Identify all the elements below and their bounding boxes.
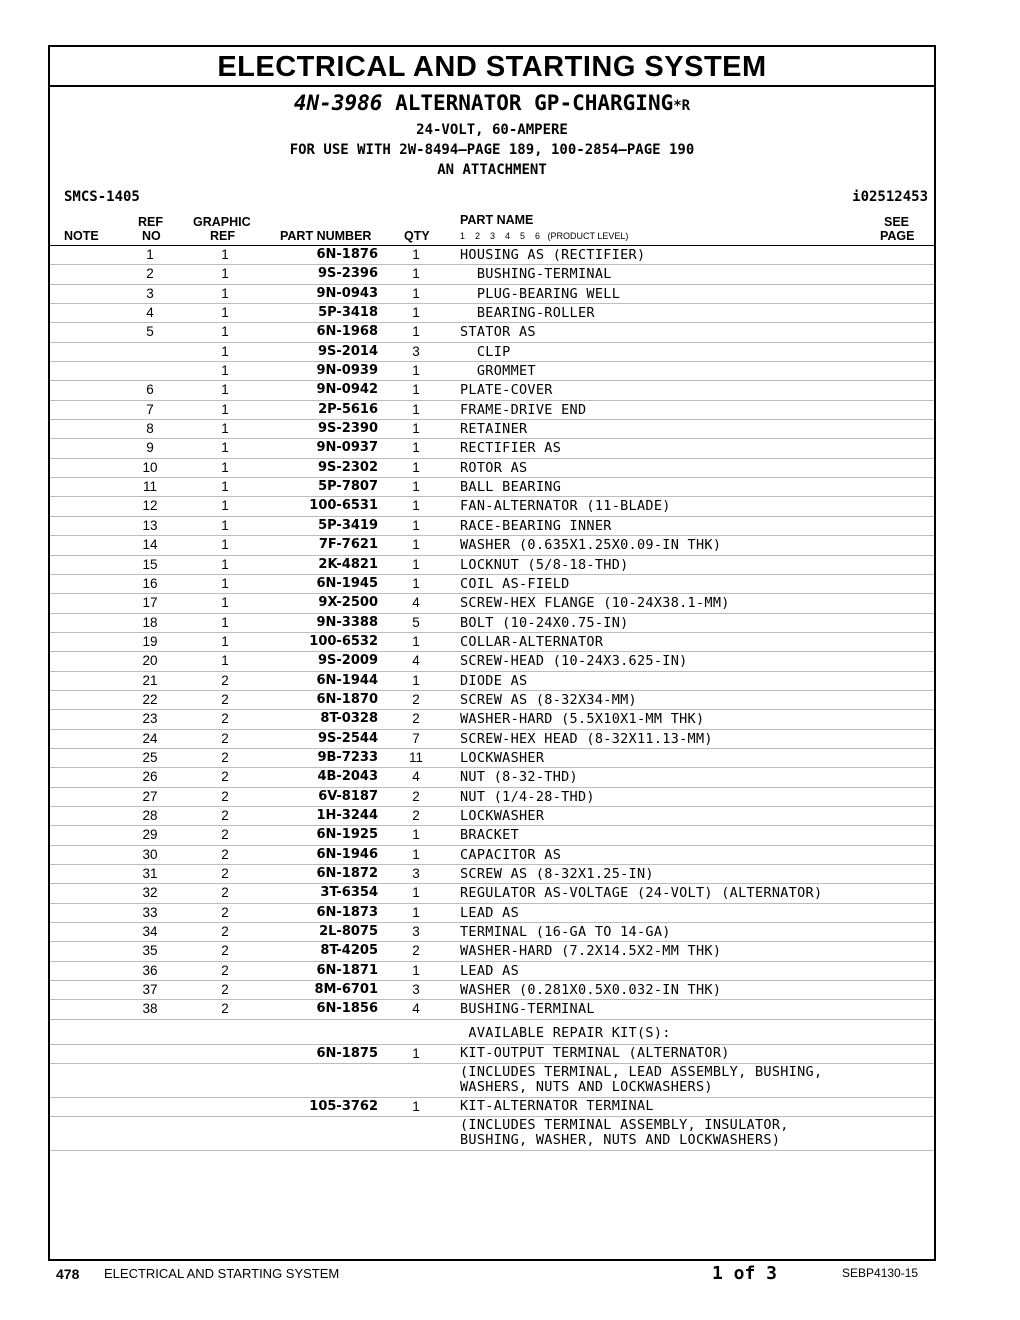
- graphic-ref: 1: [221, 440, 229, 456]
- ref-no: 9: [146, 440, 154, 456]
- quantity: 1: [412, 904, 420, 920]
- quantity: 4: [412, 769, 420, 785]
- ref-no: 11: [142, 479, 157, 495]
- kit-row: [50, 1064, 934, 1098]
- graphic-ref: 2: [221, 711, 229, 727]
- part-name: WASHER-HARD (5.5X10X1-MM THK): [460, 711, 705, 728]
- quantity: 4: [412, 1001, 420, 1017]
- group-name: ALTERNATOR GP-CHARGING: [395, 91, 674, 115]
- table-row: [50, 536, 934, 555]
- kit-row: [50, 1098, 934, 1117]
- part-name: BALL BEARING: [460, 479, 562, 496]
- part-name: BOLT (10-24X0.75-IN): [460, 614, 629, 631]
- part-number: 2K-4821: [318, 556, 378, 572]
- part-number: 6N-1872: [316, 866, 378, 881]
- illustration-id: i02512453: [852, 189, 928, 205]
- graphic-ref: 2: [221, 1001, 229, 1017]
- part-number: 6N-1944: [316, 672, 378, 688]
- ref-no: 2: [146, 266, 154, 282]
- quantity: 2: [412, 711, 420, 727]
- graphic-ref: 2: [221, 982, 229, 998]
- ref-no: 35: [142, 943, 158, 959]
- col-part-number: PART NUMBER: [280, 229, 372, 243]
- quantity: 4: [412, 595, 420, 611]
- quantity: 3: [412, 982, 420, 998]
- part-name: RETAINER: [460, 421, 528, 438]
- part-name: RACE-BEARING INNER: [460, 517, 612, 534]
- part-name: BUSHING-TERMINAL: [460, 266, 612, 283]
- part-name: CLIP: [460, 343, 511, 360]
- part-name: SCREW-HEX FLANGE (10-24X38.1-MM): [460, 595, 730, 612]
- part-number: 9S-2009: [318, 653, 378, 669]
- table-row: [50, 904, 934, 923]
- part-name: CAPACITOR AS: [460, 846, 562, 863]
- graphic-ref: 1: [221, 343, 229, 359]
- col-part-name: PART NAME: [460, 213, 534, 227]
- quantity: 1: [412, 305, 420, 321]
- table-row: [50, 633, 934, 652]
- quantity: 2: [412, 691, 420, 707]
- graphic-ref: 1: [221, 459, 229, 475]
- table-row: [50, 517, 934, 536]
- kit-row: [50, 1025, 934, 1045]
- part-number: 9S-2390: [318, 421, 378, 437]
- graphic-ref: 1: [221, 614, 229, 630]
- kit-heading: AVAILABLE REPAIR KIT(S):: [460, 1024, 671, 1041]
- ref-no: 23: [142, 711, 158, 727]
- col-graphic-bottom: REF: [210, 229, 235, 243]
- parts-table: [50, 246, 934, 1151]
- part-name: FAN-ALTERNATOR (11-BLADE): [460, 498, 671, 515]
- graphic-ref: 1: [221, 653, 229, 669]
- graphic-ref: 2: [221, 846, 229, 862]
- table-row: [50, 381, 934, 400]
- quantity: 1: [412, 247, 420, 262]
- graphic-ref: 2: [221, 924, 229, 940]
- quantity: 1: [412, 363, 420, 379]
- ref-no: 38: [142, 1001, 158, 1017]
- part-number: 6N-1856: [316, 1001, 378, 1017]
- part-number: 9S-2396: [318, 266, 378, 282]
- part-name: NUT (1/4-28-THD): [460, 788, 595, 805]
- table-row: [50, 962, 934, 981]
- quantity: 3: [412, 866, 420, 881]
- quantity: 5: [412, 614, 420, 630]
- table-row: [50, 1000, 934, 1019]
- part-number: 9N-0943: [316, 285, 378, 301]
- ref-no: 5: [146, 324, 154, 340]
- quantity: 1: [412, 537, 420, 553]
- part-name: LOCKNUT (5/8-18-THD): [460, 556, 629, 573]
- graphic-ref: 1: [221, 595, 229, 611]
- col-ref-bottom: NO: [142, 229, 161, 243]
- part-name: SCREW AS (8-32X1.25-IN): [460, 866, 654, 882]
- graphic-ref: 2: [221, 962, 229, 978]
- quantity: 1: [412, 421, 420, 437]
- table-row: [50, 865, 934, 884]
- kit-row: [50, 1045, 934, 1064]
- table-row: [50, 788, 934, 807]
- quantity: 7: [412, 730, 420, 746]
- part-number: 9S-2014: [318, 343, 378, 359]
- part-number: 8T-0328: [320, 711, 378, 727]
- quantity: 2: [412, 788, 420, 804]
- graphic-ref: 1: [221, 285, 229, 301]
- footer-section: ELECTRICAL AND STARTING SYSTEM: [104, 1266, 340, 1281]
- table-row: [50, 846, 934, 865]
- table-row: [50, 710, 934, 729]
- part-name: LOCKWASHER: [460, 807, 545, 824]
- graphic-ref: 1: [221, 401, 229, 417]
- ref-no: 22: [142, 691, 158, 707]
- usage-line: FOR USE WITH 2W-8494—PAGE 189, 100-2854—PAGE 190: [289, 142, 695, 158]
- kit-row: [50, 1117, 934, 1151]
- part-number: 8M-6701: [314, 982, 378, 998]
- table-row: [50, 362, 934, 381]
- part-name: STATOR AS: [460, 324, 536, 341]
- footer-doc-number: SEBP4130-15: [842, 1266, 919, 1280]
- part-name: HOUSING AS (RECTIFIER): [460, 247, 646, 263]
- part-name: LEAD AS: [460, 904, 519, 921]
- graphic-ref: 2: [221, 866, 229, 881]
- graphic-ref: 1: [221, 382, 229, 398]
- graphic-ref: 1: [221, 517, 229, 533]
- part-name: GROMMET: [460, 363, 536, 380]
- kit-note: (INCLUDES TERMINAL, LEAD ASSEMBLY, BUSHING, WASHERS, NUTS AND LOCKWASHERS): [460, 1063, 823, 1095]
- part-number: 2P-5616: [318, 401, 378, 417]
- quantity: 1: [412, 498, 420, 514]
- part-number: 3T-6354: [320, 885, 378, 901]
- part-name: LEAD AS: [460, 962, 519, 979]
- part-name: DIODE AS: [460, 672, 528, 689]
- quantity: 1: [412, 266, 420, 282]
- part-name: NUT (8-32-THD): [460, 769, 578, 786]
- table-row: [50, 265, 934, 284]
- part-name: COIL AS-FIELD: [460, 575, 570, 592]
- part-name: WASHER (0.281X0.5X0.032-IN THK): [460, 982, 722, 999]
- part-number: 9N-3388: [316, 614, 378, 630]
- smcs-code: SMCS-1405: [64, 189, 140, 205]
- table-row: [50, 459, 934, 478]
- kit-name: KIT-ALTERNATOR TERMINAL: [460, 1097, 654, 1114]
- graphic-ref: 1: [221, 363, 229, 379]
- part-number: 6N-1873: [316, 904, 378, 920]
- spec-line: 24-VOLT, 60-AMPERE: [416, 122, 568, 138]
- graphic-ref: 1: [221, 266, 229, 282]
- ref-no: 24: [142, 730, 158, 746]
- part-name: LOCKWASHER: [460, 749, 545, 766]
- ref-no: 34: [142, 924, 158, 940]
- quantity: 1: [412, 459, 420, 475]
- ref-no: 1: [146, 247, 154, 262]
- quantity: 1: [412, 672, 420, 688]
- kit-part-number: 6N-1875: [316, 1045, 378, 1061]
- ref-no: 6: [146, 382, 154, 398]
- kit-quantity: 1: [412, 1045, 420, 1061]
- quantity: 2: [412, 943, 420, 959]
- col-see-top: SEE: [884, 215, 910, 229]
- part-number: 6N-1968: [316, 324, 378, 340]
- table-row: [50, 304, 934, 323]
- part-name: TERMINAL (16-GA TO 14-GA): [460, 924, 671, 941]
- quantity: 3: [412, 924, 420, 940]
- part-number: 6N-1925: [316, 827, 378, 843]
- quantity: 1: [412, 479, 420, 495]
- ref-no: 19: [142, 633, 158, 649]
- part-number: 6N-1945: [316, 575, 378, 591]
- table-row: [50, 478, 934, 497]
- ref-no: 31: [142, 866, 158, 881]
- group-flag: *R: [673, 98, 691, 114]
- graphic-ref: 2: [221, 827, 229, 843]
- graphic-ref: 1: [221, 575, 229, 591]
- part-number: 9N-0942: [316, 382, 378, 398]
- quantity: 1: [412, 633, 420, 649]
- graphic-ref: 2: [221, 885, 229, 901]
- table-row: [50, 942, 934, 961]
- graphic-ref: 2: [221, 807, 229, 823]
- kit-part-number: 105-3762: [309, 1098, 378, 1114]
- ref-no: 3: [146, 285, 154, 301]
- part-number: 5P-3418: [318, 305, 378, 321]
- quantity: 4: [412, 653, 420, 669]
- part-number: 7F-7621: [318, 537, 378, 553]
- ref-no: 28: [142, 807, 158, 823]
- quantity: 1: [412, 846, 420, 862]
- table-row: [50, 575, 934, 594]
- table-row: [50, 730, 934, 749]
- ref-no: 30: [142, 846, 158, 862]
- part-number: 8T-4205: [320, 943, 378, 959]
- page-frame: [48, 45, 936, 1261]
- col-ref-top: REF: [138, 215, 163, 229]
- graphic-ref: 1: [221, 247, 229, 262]
- quantity: 1: [412, 556, 420, 572]
- table-row: [50, 884, 934, 903]
- col-see-bottom: PAGE: [880, 229, 915, 243]
- ref-no: 20: [142, 653, 158, 669]
- table-row: [50, 246, 934, 265]
- graphic-ref: 1: [221, 479, 229, 495]
- quantity: 1: [412, 285, 420, 301]
- ref-no: 33: [142, 904, 158, 920]
- quantity: 1: [412, 382, 420, 398]
- table-row: [50, 420, 934, 439]
- graphic-ref: 1: [221, 421, 229, 437]
- part-number: 4B-2043: [317, 769, 378, 785]
- part-number: 6N-1946: [316, 846, 378, 862]
- table-row: [50, 556, 934, 575]
- col-qty: QTY: [404, 229, 430, 243]
- ref-no: 37: [142, 982, 158, 998]
- part-name: COLLAR-ALTERNATOR: [460, 633, 604, 650]
- ref-no: 10: [142, 459, 158, 475]
- part-name: BUSHING-TERMINAL: [460, 1001, 595, 1018]
- graphic-ref: 1: [221, 324, 229, 340]
- table-row: [50, 652, 934, 671]
- ref-no: 13: [142, 517, 158, 533]
- quantity: 1: [412, 440, 420, 456]
- part-name: WASHER-HARD (7.2X14.5X2-MM THK): [460, 943, 722, 960]
- ref-no: 8: [146, 421, 154, 437]
- kit-quantity: 1: [412, 1098, 420, 1114]
- part-number: 5P-3419: [318, 517, 378, 533]
- table-row: [50, 614, 934, 633]
- graphic-ref: 2: [221, 943, 229, 959]
- kit-name: KIT-OUTPUT TERMINAL (ALTERNATOR): [460, 1044, 730, 1061]
- table-row: [50, 343, 934, 362]
- ref-no: 17: [142, 595, 158, 611]
- graphic-ref: 1: [221, 537, 229, 553]
- graphic-ref: 1: [221, 633, 229, 649]
- graphic-ref: 1: [221, 556, 229, 572]
- table-header: [50, 213, 934, 246]
- part-number: 2L-8075: [319, 924, 378, 940]
- page-title: ELECTRICAL AND STARTING SYSTEM: [50, 49, 934, 87]
- group-title: [50, 91, 934, 115]
- table-row: [50, 672, 934, 691]
- ref-no: 12: [142, 498, 158, 514]
- table-row: [50, 439, 934, 458]
- table-row: [50, 401, 934, 420]
- part-name: WASHER (0.635X1.25X0.09-IN THK): [460, 537, 722, 554]
- table-row: [50, 749, 934, 768]
- ref-no: 36: [142, 962, 158, 978]
- graphic-ref: 1: [221, 305, 229, 321]
- part-name: PLATE-COVER: [460, 382, 553, 399]
- ref-no: 21: [142, 672, 158, 688]
- table-row: [50, 981, 934, 1000]
- ref-no: 15: [142, 556, 158, 572]
- table-row: [50, 768, 934, 787]
- graphic-ref: 2: [221, 672, 229, 688]
- ref-no: 4: [146, 305, 154, 321]
- quantity: 3: [412, 343, 420, 359]
- table-row: [50, 323, 934, 342]
- table-row: [50, 826, 934, 845]
- quantity: 1: [412, 324, 420, 340]
- part-number: 100-6531: [309, 498, 378, 514]
- part-name: RECTIFIER AS: [460, 440, 562, 457]
- graphic-ref: 2: [221, 788, 229, 804]
- part-name: FRAME-DRIVE END: [460, 401, 587, 418]
- ref-no: 16: [142, 575, 158, 591]
- ref-no: 32: [142, 885, 158, 901]
- part-number: 9S-2544: [318, 730, 378, 746]
- part-name: REGULATOR AS-VOLTAGE (24-VOLT) (ALTERNATOR): [460, 885, 823, 902]
- quantity: 1: [412, 575, 420, 591]
- col-note: NOTE: [64, 229, 99, 243]
- ref-no: 14: [142, 537, 158, 553]
- part-number: 9S-2302: [318, 459, 378, 475]
- quantity: 1: [412, 401, 420, 417]
- quantity: 1: [412, 962, 420, 978]
- table-row: [50, 807, 934, 826]
- graphic-ref: 2: [221, 904, 229, 920]
- part-name: BEARING-ROLLER: [460, 305, 595, 322]
- ref-no: 18: [142, 614, 158, 630]
- ref-no: 29: [142, 827, 158, 843]
- ref-no: 27: [142, 788, 158, 804]
- part-name: SCREW-HEX HEAD (8-32X11.13-MM): [460, 730, 713, 747]
- table-row: [50, 691, 934, 710]
- part-number: 9B-7233: [317, 749, 378, 765]
- graphic-ref: 2: [221, 730, 229, 746]
- table-row: [50, 594, 934, 613]
- col-graphic-top: GRAPHIC: [193, 215, 251, 229]
- group-part-number: 4N-3986: [293, 91, 383, 115]
- footer-page-number: 478: [56, 1266, 80, 1282]
- part-number: 5P-7807: [318, 479, 378, 495]
- attachment-line: AN ATTACHMENT: [437, 162, 547, 178]
- part-number: 6N-1871: [316, 962, 378, 978]
- kit-note: (INCLUDES TERMINAL ASSEMBLY, INSULATOR, BUSHING, WASHER, NUTS AND LOCKWASHERS): [460, 1116, 789, 1148]
- part-name: PLUG-BEARING WELL: [460, 285, 621, 302]
- graphic-ref: 2: [221, 769, 229, 785]
- table-row: [50, 923, 934, 942]
- table-row: [50, 497, 934, 516]
- quantity: 2: [412, 807, 420, 823]
- part-name: SCREW-HEAD (10-24X3.625-IN): [460, 653, 688, 670]
- part-number: 1H-3244: [316, 807, 378, 823]
- part-number: 6N-1870: [316, 691, 378, 707]
- col-product-level: 1 2 3 4 5 6 (PRODUCT LEVEL): [460, 231, 629, 241]
- part-number: 100-6532: [309, 633, 378, 649]
- quantity: 1: [412, 885, 420, 901]
- graphic-ref: 2: [221, 691, 229, 707]
- ref-no: 7: [146, 401, 154, 417]
- quantity: 11: [408, 749, 423, 765]
- part-number: 6N-1876: [316, 247, 378, 262]
- footer-sheet: 1 of 3: [712, 1263, 778, 1284]
- quantity: 1: [412, 517, 420, 533]
- part-name: BRACKET: [460, 827, 519, 844]
- part-number: 9X-2500: [318, 595, 378, 611]
- ref-no: 25: [142, 749, 158, 765]
- part-name: ROTOR AS: [460, 459, 528, 476]
- graphic-ref: 2: [221, 749, 229, 765]
- part-number: 9N-0939: [316, 363, 378, 379]
- graphic-ref: 1: [221, 498, 229, 514]
- part-name: SCREW AS (8-32X34-MM): [460, 691, 637, 708]
- part-number: 6V-8187: [318, 788, 378, 804]
- ref-no: 26: [142, 769, 158, 785]
- quantity: 1: [412, 827, 420, 843]
- table-row: [50, 285, 934, 304]
- part-number: 9N-0937: [316, 440, 378, 456]
